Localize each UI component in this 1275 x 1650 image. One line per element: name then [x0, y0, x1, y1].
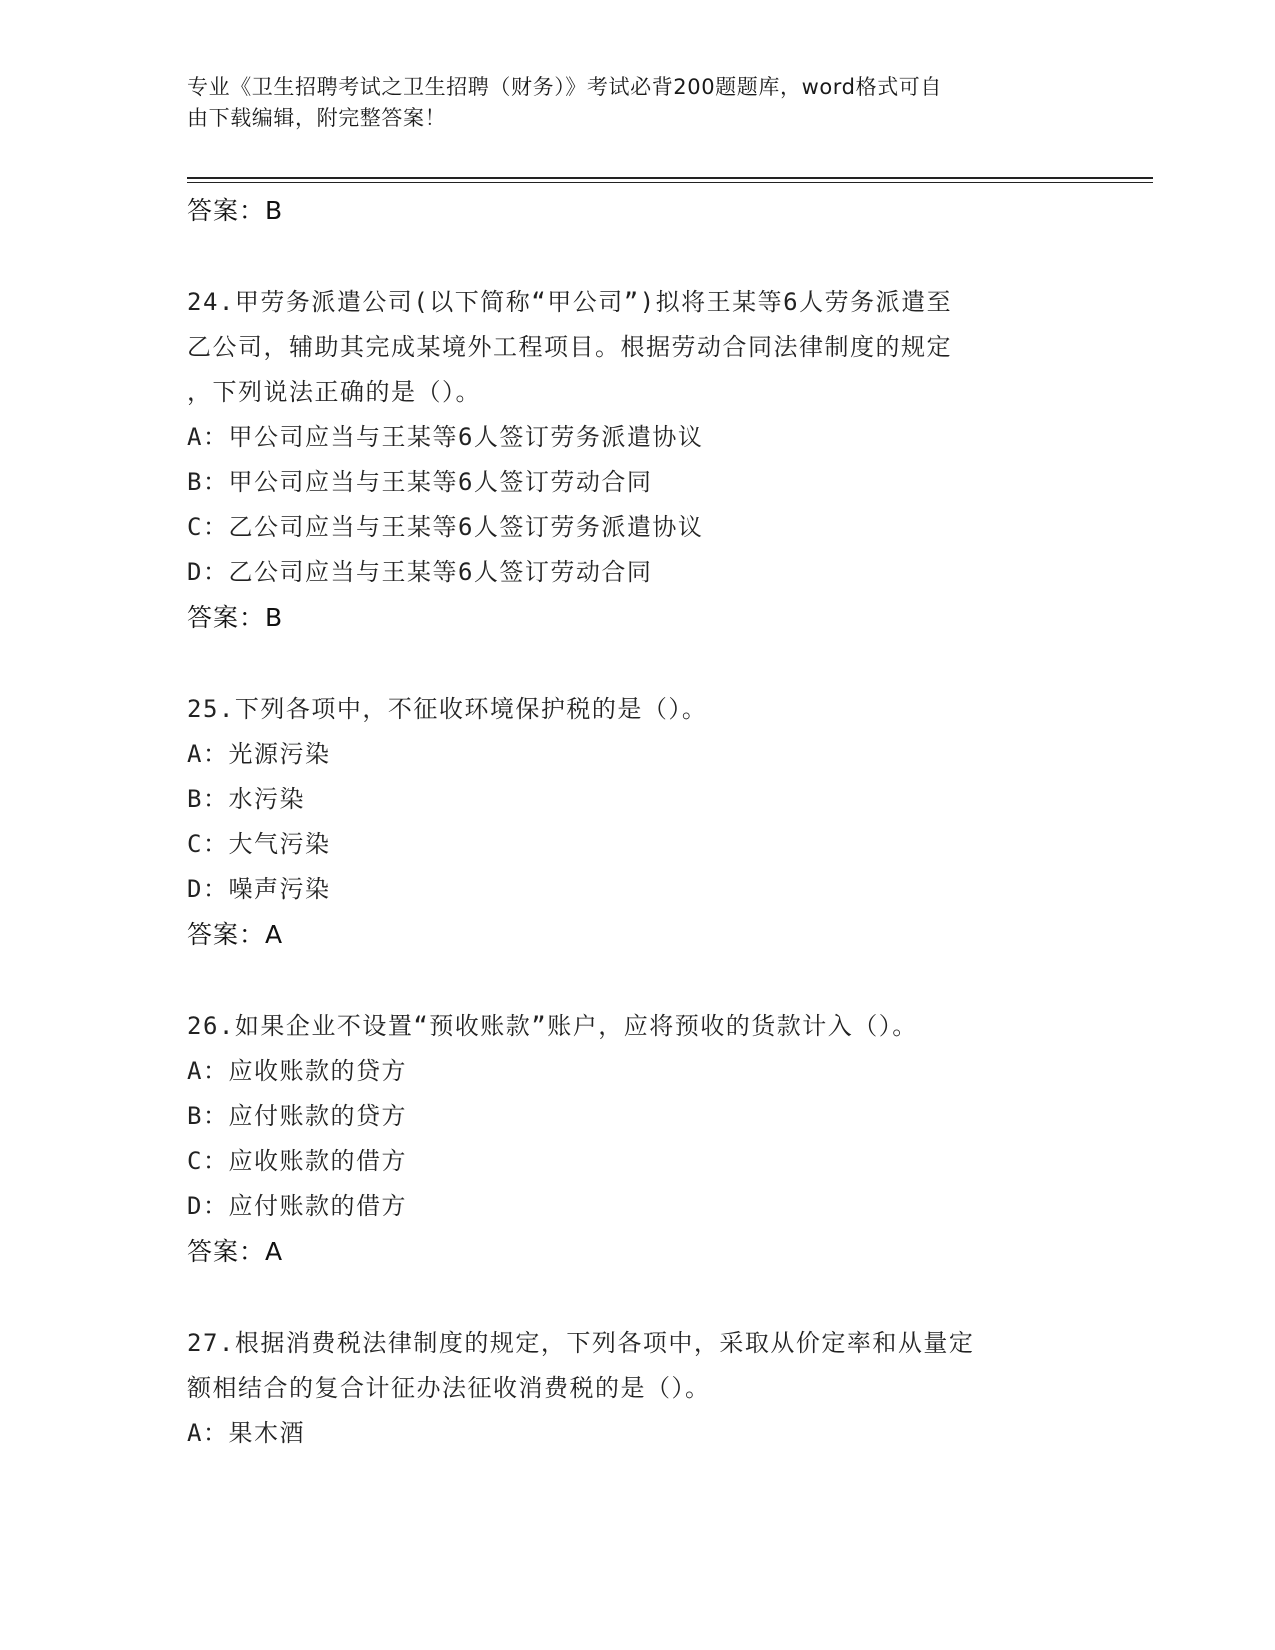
spacer [187, 640, 1087, 687]
option-d: D：应付账款的借方 [187, 1192, 407, 1220]
question-26 [187, 1004, 1087, 1274]
option-a: A：光源污染 [187, 740, 331, 768]
option-b: B：应付账款的贷方 [187, 1102, 407, 1130]
question-stem: ，下列说法正确的是（）。 [187, 378, 481, 406]
option-b: B：甲公司应当与王某等6人签订劳动合同 [187, 468, 653, 496]
option-c: C：大气污染 [187, 830, 331, 858]
header-line-2: 由下载编辑，附完整答案！ [187, 106, 447, 130]
option-c: C：应收账款的借方 [187, 1147, 407, 1175]
option-a: A：果木酒 [187, 1419, 305, 1447]
answer-line: 答案：A [187, 920, 284, 949]
header-divider-thin [187, 182, 1153, 183]
question-stem: 乙公司，辅助其完成某境外工程项目。根据劳动合同法律制度的规定 [187, 333, 952, 361]
question-stem: 26.如果企业不设置“预收账款”账户，应将预收的货款计入（）。 [187, 1012, 918, 1040]
header-divider [187, 177, 1153, 179]
answer-line: 答案：A [187, 1237, 284, 1266]
option-c: C：乙公司应当与王某等6人签订劳务派遣协议 [187, 513, 704, 541]
question-stem: 额相结合的复合计征办法征收消费税的是（）。 [187, 1374, 711, 1402]
question-list [187, 188, 1087, 1456]
question-27 [187, 1321, 1087, 1456]
answer-line: 答案：B [187, 196, 284, 225]
question-stem: 24.甲劳务派遣公司(以下简称“甲公司”)拟将王某等6人劳务派遣至 [187, 288, 953, 316]
option-a: A：应收账款的贷方 [187, 1057, 407, 1085]
header-line-1: 专业《卫生招聘考试之卫生招聘（财务）》考试必背200题题库，word格式可自 [187, 75, 942, 99]
answer-line: 答案：B [187, 603, 284, 632]
question-stem: 27.根据消费税法律制度的规定，下列各项中，采取从价定率和从量定 [187, 1329, 975, 1357]
question-24 [187, 280, 1087, 640]
question-25 [187, 687, 1087, 957]
question-stem: 25.下列各项中，不征收环境保护税的是（）。 [187, 695, 708, 723]
spacer [187, 233, 1087, 280]
spacer [187, 1274, 1087, 1321]
option-b: B：水污染 [187, 785, 305, 813]
option-d: D：乙公司应当与王某等6人签订劳动合同 [187, 558, 653, 586]
document-header [187, 72, 1067, 134]
option-d: D：噪声污染 [187, 875, 331, 903]
option-a: A：甲公司应当与王某等6人签订劳务派遣协议 [187, 423, 704, 451]
spacer [187, 957, 1087, 1004]
